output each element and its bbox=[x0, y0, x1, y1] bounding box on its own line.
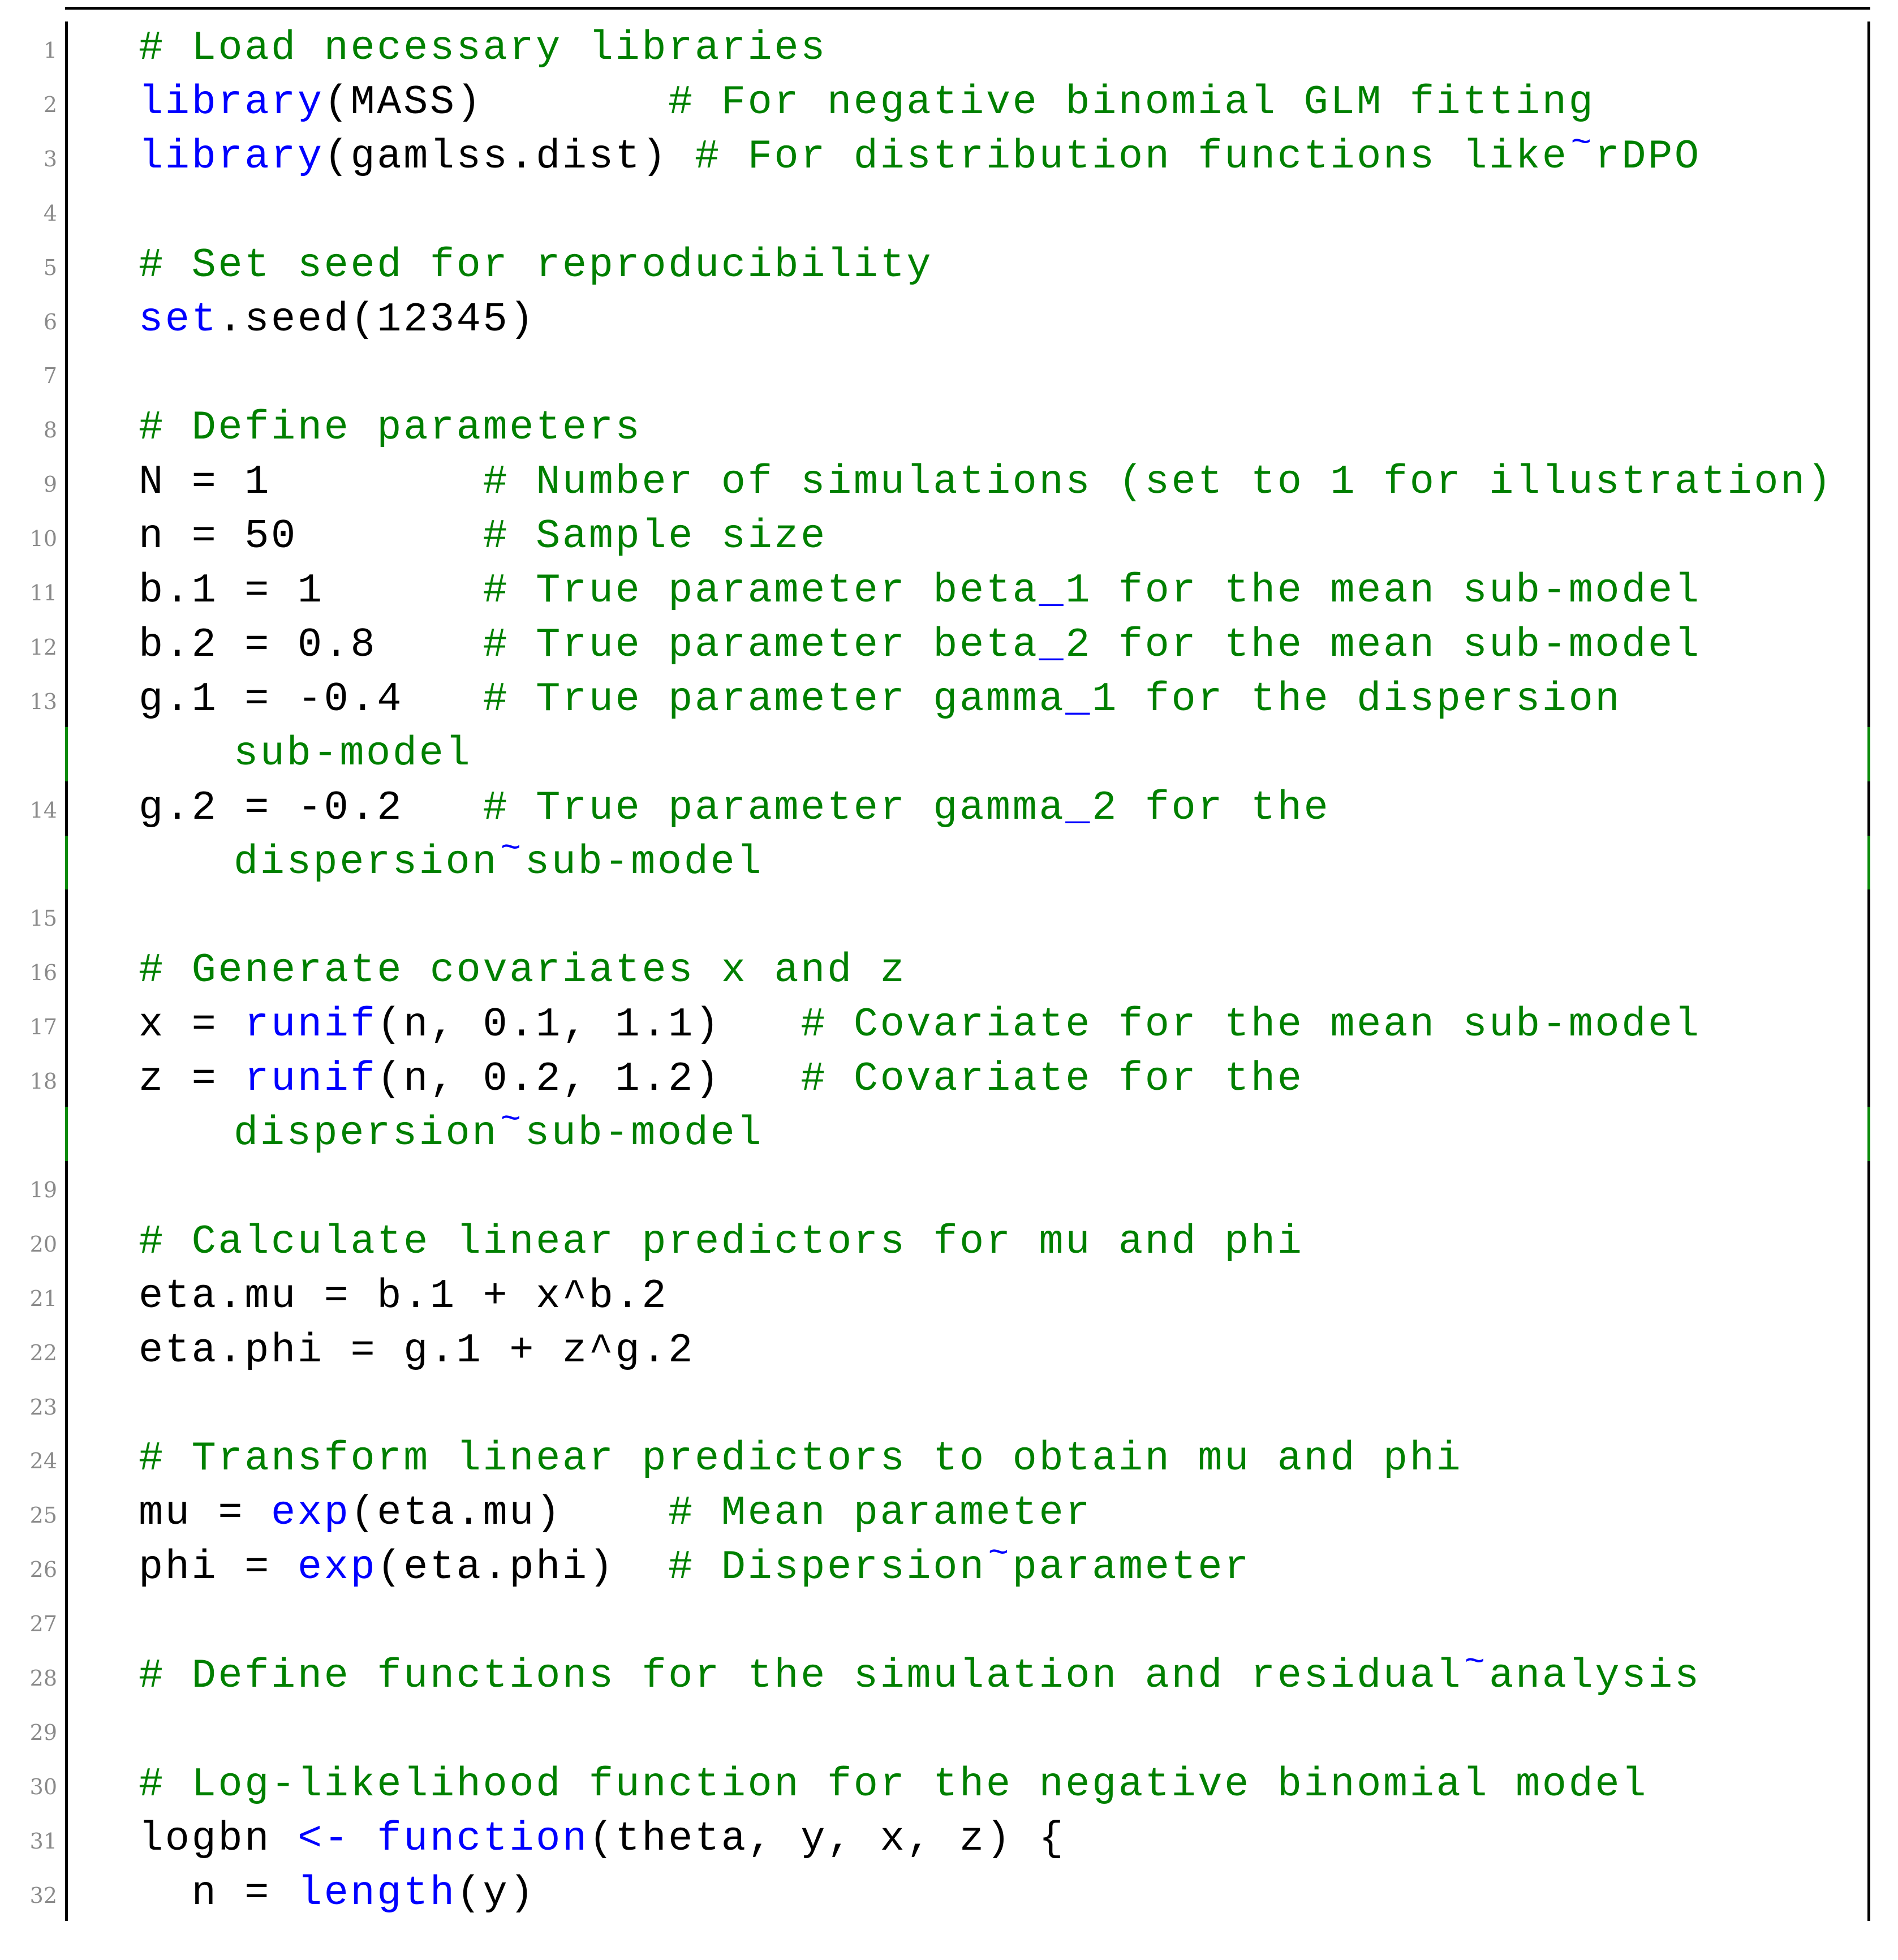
line-number: 32 bbox=[29, 1882, 57, 1908]
line-number: 12 bbox=[29, 634, 57, 660]
line-number: 25 bbox=[29, 1503, 57, 1528]
code-text bbox=[139, 455, 1834, 510]
code-comment: # Log-likelihood function for the negative binomial model bbox=[139, 1761, 1649, 1808]
right-frame-border bbox=[1867, 1758, 1870, 1812]
left-frame-border bbox=[65, 1812, 68, 1867]
code-plain: b.2 = 0.8 bbox=[139, 621, 483, 668]
right-frame-border bbox=[1867, 1324, 1870, 1378]
line-number: 24 bbox=[29, 1448, 57, 1474]
code-comment: 2 for the bbox=[1092, 784, 1331, 831]
code-plain: (n, 0.1, 1.1) bbox=[377, 1002, 801, 1048]
right-frame-border bbox=[1867, 673, 1870, 727]
code-text bbox=[139, 293, 536, 347]
code-plain: logbn bbox=[139, 1815, 298, 1862]
code-text bbox=[139, 998, 1701, 1052]
code-line bbox=[0, 1595, 1898, 1649]
code-line bbox=[0, 347, 1898, 401]
code-line bbox=[0, 618, 1898, 673]
code-line bbox=[0, 22, 1898, 76]
right-frame-border bbox=[1867, 401, 1870, 455]
code-line bbox=[0, 76, 1898, 130]
code-line-continuation bbox=[0, 828, 1898, 890]
tilde-glyph: ~ bbox=[500, 828, 523, 869]
code-line-continuation bbox=[0, 1100, 1898, 1161]
code-comment: analysis bbox=[1489, 1653, 1701, 1699]
code-text bbox=[234, 828, 764, 890]
code-text bbox=[139, 1643, 1701, 1704]
code-comment: # True parameter gamma bbox=[483, 676, 1066, 723]
code-line bbox=[0, 1378, 1898, 1433]
code-line bbox=[0, 781, 1898, 836]
line-number: 2 bbox=[43, 92, 57, 117]
code-text bbox=[139, 1867, 536, 1921]
code-text bbox=[139, 123, 1701, 184]
code-plain: (eta.mu) bbox=[350, 1490, 669, 1537]
code-comment: # For distribution functions like bbox=[694, 133, 1569, 180]
left-frame-border bbox=[65, 130, 68, 184]
left-frame-border bbox=[65, 1541, 68, 1595]
line-number: 19 bbox=[29, 1177, 57, 1202]
line-number: 11 bbox=[29, 581, 57, 605]
code-comment: # Covariate for the bbox=[800, 1056, 1304, 1103]
right-frame-border bbox=[1867, 76, 1870, 130]
line-number bbox=[0, 1109, 57, 1163]
left-frame-border bbox=[65, 1215, 68, 1270]
code-plain: (gamlss.dist) bbox=[324, 133, 695, 180]
code-plain: n = 50 bbox=[139, 513, 483, 560]
code-comment: # True parameter beta bbox=[483, 621, 1039, 668]
line-number: 8 bbox=[43, 418, 57, 443]
code-line bbox=[0, 510, 1898, 564]
code-text bbox=[139, 1812, 1065, 1867]
code-text bbox=[139, 22, 827, 76]
right-frame-border bbox=[1867, 1161, 1870, 1215]
left-frame-border bbox=[65, 1486, 68, 1541]
left-frame-border bbox=[65, 347, 68, 401]
code-comment: sub-model bbox=[524, 839, 764, 886]
right-frame-border bbox=[1867, 998, 1870, 1052]
left-frame-border bbox=[65, 1649, 68, 1704]
code-comment: # Transform linear predictors to obtain mu and phi bbox=[139, 1435, 1463, 1482]
code-plain: n = bbox=[139, 1869, 298, 1916]
code-text bbox=[139, 510, 827, 564]
code-text bbox=[139, 1432, 1462, 1486]
code-line bbox=[0, 1161, 1898, 1215]
code-line bbox=[0, 455, 1898, 510]
code-plain: g.2 = -0.2 bbox=[139, 784, 483, 831]
code-text bbox=[139, 1324, 695, 1378]
code-line bbox=[0, 1432, 1898, 1486]
left-frame-border bbox=[65, 673, 68, 727]
code-comment: # Number of simulations (set to 1 for illustration) bbox=[483, 459, 1834, 506]
code-plain: .seed(12345) bbox=[218, 296, 536, 343]
code-comment: # For negative binomial GLM fitting bbox=[668, 79, 1595, 126]
right-frame-border bbox=[1867, 944, 1870, 998]
right-frame-border bbox=[1867, 184, 1870, 239]
line-number: 16 bbox=[29, 960, 57, 986]
code-text bbox=[234, 727, 472, 781]
left-frame-border bbox=[65, 564, 68, 618]
left-frame-border bbox=[65, 998, 68, 1052]
line-number: 4 bbox=[43, 200, 57, 226]
code-keyword: library bbox=[139, 133, 324, 180]
right-frame-border bbox=[1867, 1649, 1870, 1704]
right-frame-border bbox=[1867, 293, 1870, 347]
right-frame-border bbox=[1867, 618, 1870, 673]
left-frame-border bbox=[65, 618, 68, 673]
code-plain: N = 1 bbox=[139, 459, 483, 506]
code-comment: 1 for the dispersion bbox=[1092, 676, 1622, 723]
code-line bbox=[0, 1643, 1898, 1704]
right-frame-border bbox=[1867, 1595, 1870, 1649]
code-comment: # True parameter gamma bbox=[483, 784, 1066, 831]
code-underscore: _ bbox=[1039, 621, 1066, 668]
line-number bbox=[0, 838, 57, 892]
right-frame-border bbox=[1867, 510, 1870, 564]
right-frame-border bbox=[1867, 455, 1870, 510]
line-number: 15 bbox=[29, 906, 57, 931]
code-plain: phi = bbox=[139, 1544, 298, 1591]
line-number: 21 bbox=[29, 1286, 57, 1311]
code-plain: (y) bbox=[456, 1869, 536, 1916]
code-line bbox=[0, 673, 1898, 727]
left-frame-border bbox=[65, 1378, 68, 1433]
right-frame-border bbox=[1867, 1432, 1870, 1486]
line-number: 22 bbox=[29, 1340, 57, 1365]
code-comment: # Define parameters bbox=[139, 405, 642, 452]
line-number: 20 bbox=[29, 1231, 57, 1257]
code-comment: rDPO bbox=[1595, 133, 1701, 180]
left-frame-border bbox=[65, 1107, 68, 1161]
code-comment: 1 for the mean sub-model bbox=[1065, 568, 1701, 614]
code-line bbox=[0, 564, 1898, 618]
right-frame-border bbox=[1867, 1486, 1870, 1541]
code-comment: parameter bbox=[1012, 1544, 1251, 1591]
code-text bbox=[139, 944, 906, 998]
line-number: 13 bbox=[29, 689, 57, 714]
code-line bbox=[0, 1704, 1898, 1758]
code-line bbox=[0, 1215, 1898, 1270]
right-frame-border bbox=[1867, 1270, 1870, 1324]
right-frame-border bbox=[1867, 347, 1870, 401]
code-text bbox=[139, 401, 642, 455]
code-text bbox=[139, 618, 1701, 673]
code-comment: # Set seed for reproducibility bbox=[139, 242, 933, 289]
right-frame-border bbox=[1867, 1107, 1870, 1161]
code-text bbox=[139, 1486, 1092, 1541]
code-keyword: <- bbox=[297, 1815, 351, 1862]
code-text bbox=[139, 1270, 668, 1324]
code-plain bbox=[350, 1816, 377, 1862]
code-line bbox=[0, 889, 1898, 944]
code-text bbox=[139, 1534, 1251, 1595]
code-comment: # Dispersion bbox=[668, 1544, 986, 1591]
left-frame-border bbox=[65, 889, 68, 944]
left-frame-border bbox=[65, 455, 68, 510]
tilde-glyph: ~ bbox=[1464, 1643, 1487, 1682]
code-text bbox=[139, 1758, 1648, 1812]
line-number: 29 bbox=[29, 1720, 57, 1745]
code-keyword: runif bbox=[244, 1056, 377, 1103]
left-frame-border bbox=[65, 1432, 68, 1486]
code-line bbox=[0, 1052, 1898, 1107]
frame-top-border bbox=[65, 7, 1870, 10]
right-frame-border bbox=[1867, 781, 1870, 836]
left-frame-border bbox=[65, 1324, 68, 1378]
right-frame-border bbox=[1867, 1052, 1870, 1107]
tilde-glyph: ~ bbox=[988, 1534, 1011, 1574]
left-frame-border bbox=[65, 1270, 68, 1324]
left-frame-border bbox=[65, 184, 68, 239]
code-line bbox=[0, 1486, 1898, 1541]
tilde-glyph: ~ bbox=[500, 1100, 523, 1140]
right-frame-border bbox=[1867, 1867, 1870, 1921]
code-line bbox=[0, 123, 1898, 184]
code-comment: # Load necessary libraries bbox=[139, 25, 827, 71]
code-line bbox=[0, 998, 1898, 1052]
code-line bbox=[0, 401, 1898, 455]
code-comment: # Define functions for the simulation and residual bbox=[139, 1653, 1463, 1699]
code-text bbox=[139, 781, 1330, 836]
code-keyword: exp bbox=[271, 1490, 351, 1537]
left-frame-border bbox=[65, 836, 68, 890]
left-frame-border bbox=[65, 1867, 68, 1921]
line-number: 1 bbox=[43, 38, 57, 63]
left-frame-border bbox=[65, 510, 68, 564]
left-frame-border bbox=[65, 1595, 68, 1649]
right-frame-border bbox=[1867, 1541, 1870, 1595]
code-keyword: runif bbox=[244, 1002, 377, 1048]
line-number: 14 bbox=[29, 797, 57, 823]
code-plain: eta.phi = g.1 + z^g.2 bbox=[139, 1327, 695, 1374]
code-text bbox=[139, 1052, 1304, 1107]
right-frame-border bbox=[1867, 1378, 1870, 1433]
line-number: 3 bbox=[43, 146, 57, 171]
line-number: 27 bbox=[29, 1611, 57, 1637]
code-keyword: length bbox=[297, 1869, 457, 1916]
code-keyword: set bbox=[139, 296, 218, 343]
left-frame-border bbox=[65, 727, 68, 781]
code-keyword: exp bbox=[297, 1544, 377, 1591]
code-text bbox=[139, 76, 1595, 130]
code-line bbox=[0, 239, 1898, 293]
right-frame-border bbox=[1867, 564, 1870, 618]
right-frame-border bbox=[1867, 22, 1870, 76]
left-frame-border bbox=[65, 401, 68, 455]
code-comment: # Generate covariates x and z bbox=[139, 947, 907, 994]
line-number: 30 bbox=[29, 1774, 57, 1799]
line-number: 17 bbox=[29, 1015, 57, 1040]
right-frame-border bbox=[1867, 1704, 1870, 1758]
code-comment: # Mean parameter bbox=[668, 1490, 1092, 1537]
code-comment: dispersion bbox=[234, 1110, 499, 1157]
left-frame-border bbox=[65, 22, 68, 76]
code-line bbox=[0, 1867, 1898, 1921]
code-plain: (n, 0.2, 1.2) bbox=[377, 1056, 801, 1103]
right-frame-border bbox=[1867, 727, 1870, 781]
line-number bbox=[0, 729, 57, 784]
line-number: 7 bbox=[43, 363, 57, 389]
left-frame-border bbox=[65, 239, 68, 293]
line-number: 31 bbox=[29, 1828, 57, 1854]
code-line bbox=[0, 1758, 1898, 1812]
code-plain: (theta, y, x, z) { bbox=[588, 1815, 1066, 1862]
line-number: 18 bbox=[29, 1069, 57, 1094]
left-frame-border bbox=[65, 76, 68, 130]
left-frame-border bbox=[65, 293, 68, 347]
line-number: 5 bbox=[43, 255, 57, 280]
code-plain: eta.mu = b.1 + x^b.2 bbox=[139, 1273, 669, 1319]
code-text bbox=[139, 564, 1701, 618]
left-frame-border bbox=[65, 1758, 68, 1812]
code-plain: z = bbox=[139, 1056, 245, 1103]
left-frame-border bbox=[65, 1704, 68, 1758]
code-comment: dispersion bbox=[234, 839, 499, 886]
code-comment: sub-model bbox=[234, 730, 472, 777]
line-number: 9 bbox=[43, 472, 57, 497]
code-plain: (eta.phi) bbox=[377, 1544, 669, 1591]
code-comment: sub-model bbox=[524, 1110, 764, 1157]
code-plain: x = bbox=[139, 1002, 245, 1048]
code-line bbox=[0, 293, 1898, 347]
code-plain: (MASS) bbox=[324, 79, 669, 126]
code-underscore: _ bbox=[1065, 676, 1092, 723]
tilde-glyph: ~ bbox=[1570, 123, 1593, 163]
code-text bbox=[139, 673, 1621, 727]
code-plain: b.1 = 1 bbox=[139, 568, 483, 614]
code-plain: mu = bbox=[139, 1490, 272, 1537]
code-line bbox=[0, 1324, 1898, 1378]
code-comment: # True parameter beta bbox=[483, 568, 1039, 614]
line-number: 10 bbox=[29, 526, 57, 552]
code-comment: # Covariate for the mean sub-model bbox=[800, 1002, 1701, 1048]
code-line bbox=[0, 1270, 1898, 1324]
code-line bbox=[0, 184, 1898, 239]
left-frame-border bbox=[65, 781, 68, 836]
right-frame-border bbox=[1867, 1215, 1870, 1270]
code-line-continuation bbox=[0, 727, 1898, 781]
code-keyword: library bbox=[139, 79, 324, 126]
code-line bbox=[0, 1534, 1898, 1595]
left-frame-border bbox=[65, 1052, 68, 1107]
code-line bbox=[0, 944, 1898, 998]
right-frame-border bbox=[1867, 130, 1870, 184]
line-number: 28 bbox=[29, 1666, 57, 1691]
code-line bbox=[0, 1812, 1898, 1867]
code-comment: 2 for the mean sub-model bbox=[1065, 621, 1701, 668]
code-underscore: _ bbox=[1039, 568, 1066, 614]
code-comment: # Calculate linear predictors for mu and phi bbox=[139, 1218, 1304, 1265]
line-number: 23 bbox=[29, 1394, 57, 1420]
code-text bbox=[139, 239, 933, 293]
right-frame-border bbox=[1867, 836, 1870, 890]
left-frame-border bbox=[65, 944, 68, 998]
code-underscore: _ bbox=[1065, 784, 1092, 831]
code-comment: # Sample size bbox=[483, 513, 827, 560]
code-text bbox=[139, 1215, 1304, 1270]
code-plain: g.1 = -0.4 bbox=[139, 676, 483, 723]
line-number: 6 bbox=[43, 309, 57, 334]
code-text bbox=[234, 1100, 764, 1161]
line-number: 26 bbox=[29, 1557, 57, 1583]
right-frame-border bbox=[1867, 889, 1870, 944]
right-frame-border bbox=[1867, 239, 1870, 293]
code-keyword: function bbox=[377, 1815, 589, 1862]
left-frame-border bbox=[65, 1161, 68, 1215]
right-frame-border bbox=[1867, 1812, 1870, 1867]
